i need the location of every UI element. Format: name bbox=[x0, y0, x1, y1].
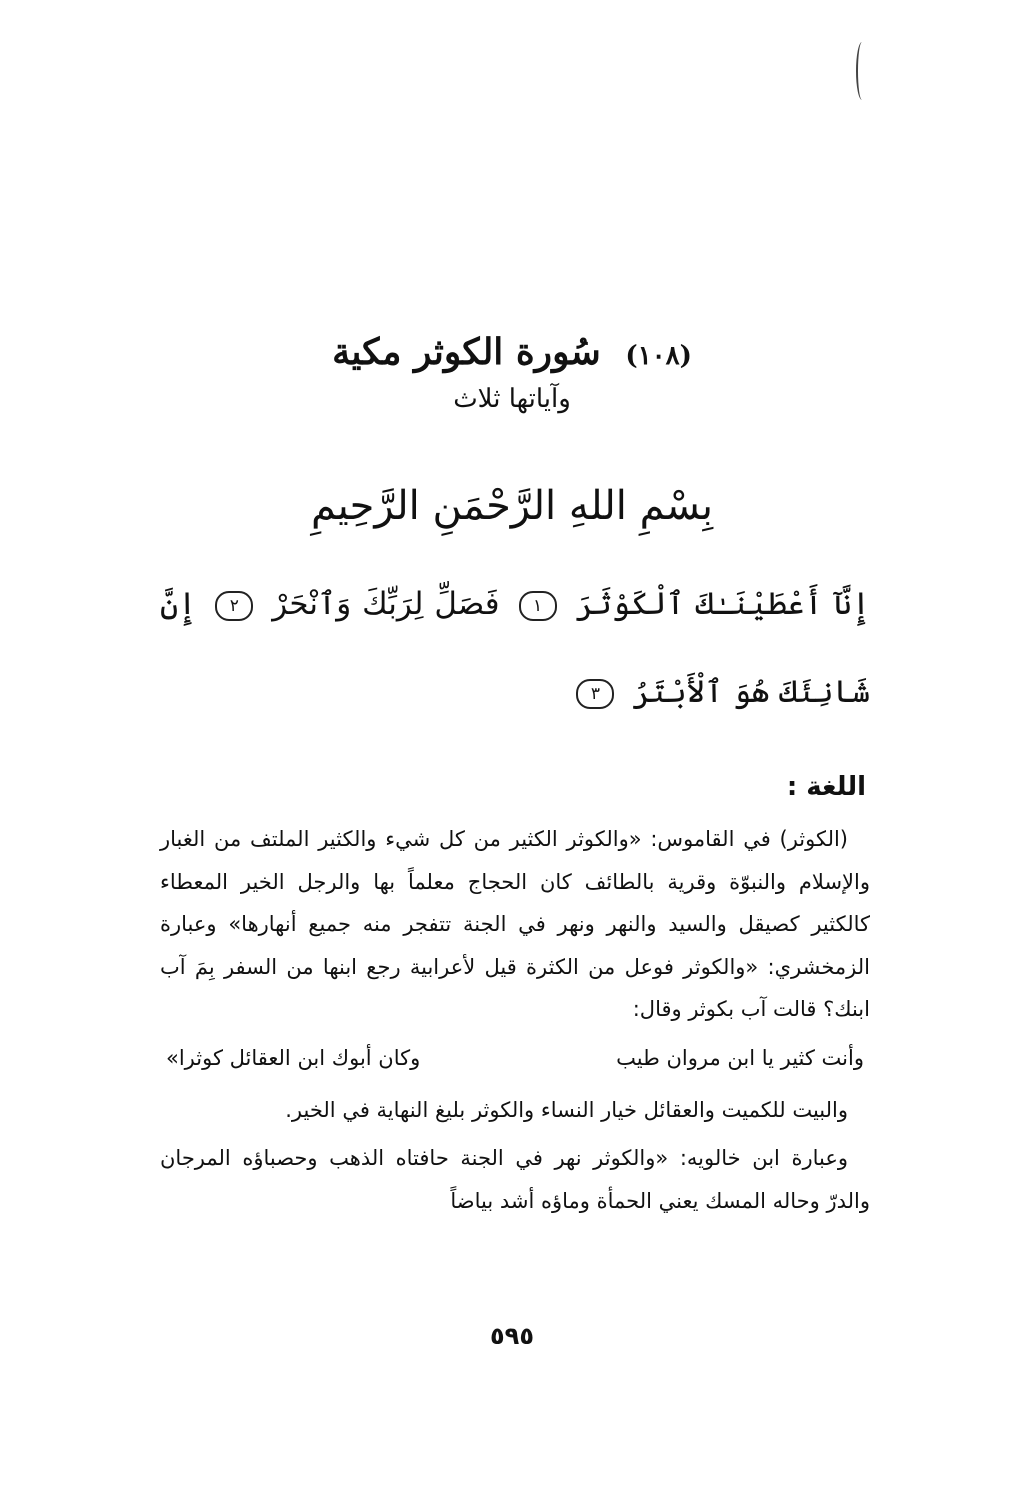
quran-verses bbox=[160, 560, 870, 736]
page-edge-mark bbox=[856, 42, 868, 100]
commentary-paragraph: (الكوثر) في القاموس: «والكوثر الكثير من كل شيء والكثير الملتف من الغبار والإسلام والنبوّة وقرية بالطائف كان الحجاج معلماً بها والرجل الخير المعطاء كالكثير كصيقل والسيد والنهر ونهر في الجنة تتفجر منه جميع أنهارها» وعبارة الزمخشري: «والكوثر فوعل من الكثرة قيل لأعرابية رجع ابنها من السفر بِمَ آب ابنك؟ قالت آب بكوثر وقال: bbox=[160, 827, 870, 1021]
commentary-paragraph: وعبارة ابن خالويه: «والكوثر نهر في الجنة حافتاه الذهب وحصباؤه المرجان والدرّ وحاله المسك يعني الحمأة وماؤه أشد بياضاً bbox=[160, 1146, 870, 1213]
poem-first-hemistich: وأنت كثير يا ابن مروان طيب bbox=[616, 1045, 864, 1070]
surah-header bbox=[0, 330, 1024, 416]
page-number: ٥٩٥ bbox=[490, 1322, 534, 1350]
commentary-body bbox=[160, 818, 870, 1228]
poem-second-hemistich: وكان أبوك ابن العقائل كوثرا» bbox=[166, 1045, 421, 1070]
commentary-paragraph: والبيت للكميت والعقائل خيار النساء والكوثر بليغ النهاية في الخير. bbox=[285, 1097, 848, 1122]
basmala: بِسْمِ اللهِ الرَّحْمَنِ الرَّحِيمِ bbox=[310, 483, 714, 529]
verse-text: إِنَّ شَانِئَكَ هُوَ ٱلْأَبْتَرُ bbox=[160, 586, 870, 710]
verse-text: فَصَلِّ لِرَبِّكَ وَٱنْحَرْ bbox=[272, 586, 500, 622]
surah-title-line bbox=[0, 330, 1024, 378]
surah-title: سُورة الكوثر مكية bbox=[332, 331, 601, 373]
poem-verse bbox=[160, 1037, 870, 1079]
verse-text: إِنَّآ أَعْطَيْنَـٰكَ ٱلْكَوْثَرَ bbox=[575, 586, 871, 622]
verse-number-marker: ٣ bbox=[576, 679, 614, 709]
surah-verse-count: وآياتها ثلاث bbox=[453, 384, 571, 414]
verse-number-marker: ٢ bbox=[215, 591, 253, 621]
verse-number-marker: ١ bbox=[519, 591, 557, 621]
surah-number: (١٠٨) bbox=[625, 341, 692, 371]
section-heading: اللغة : bbox=[786, 772, 866, 802]
